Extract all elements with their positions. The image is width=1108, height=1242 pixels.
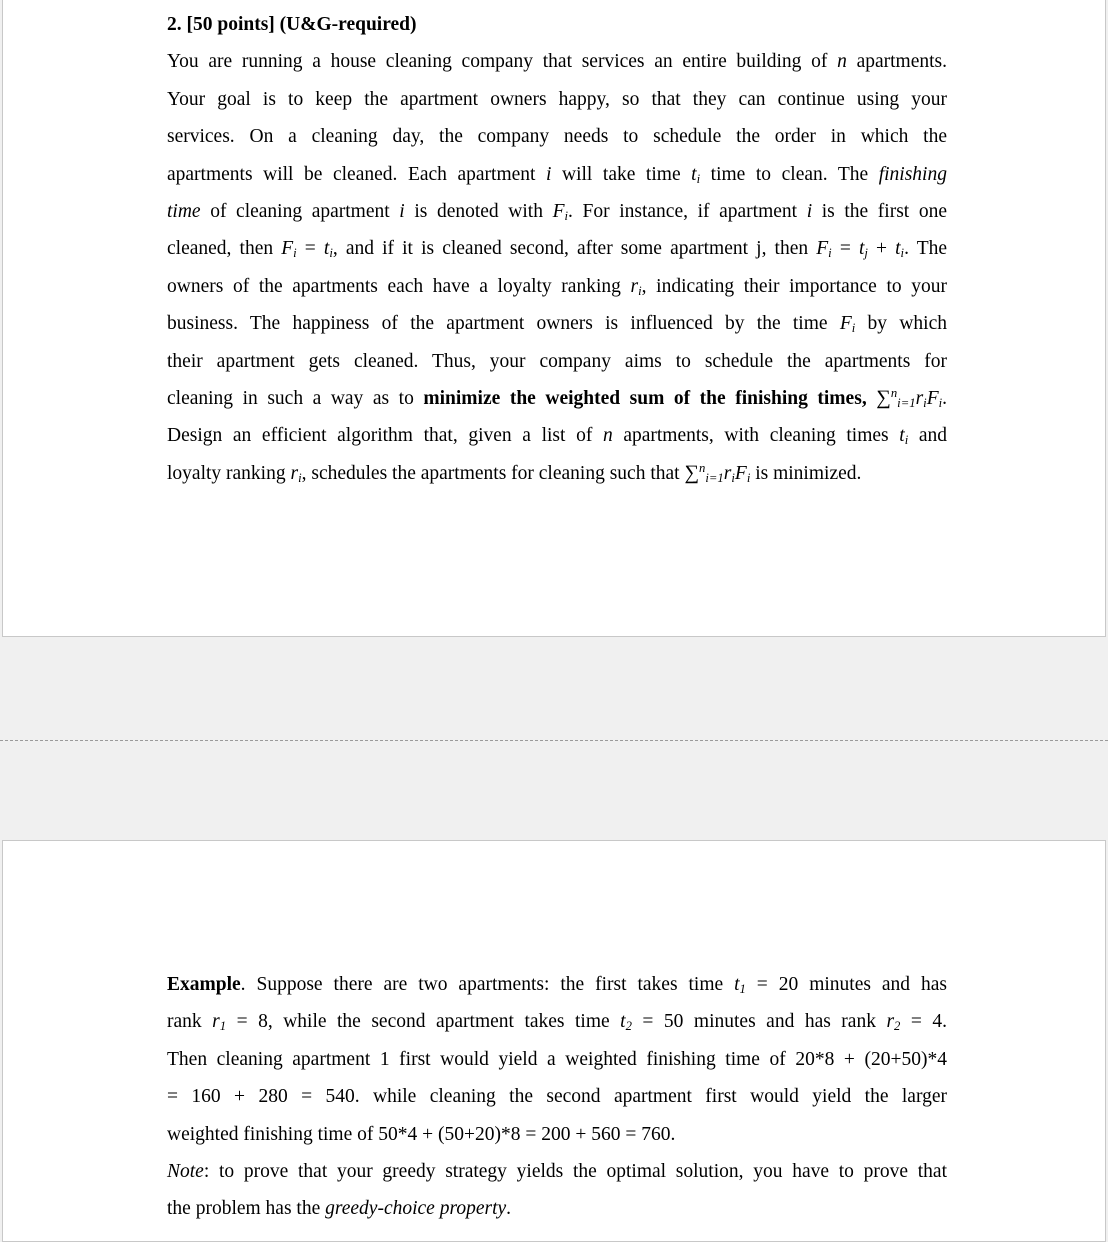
math-sub-i: i [298,471,302,486]
problem-line-1 [167,43,947,80]
text-run: is the first one [812,201,947,223]
text-run: = 4. [900,1011,947,1033]
math-sub-i: i [329,246,333,261]
math-sub-i: i [923,396,927,411]
math-sub-i: i [293,246,297,261]
page-break-divider [0,740,1108,741]
math-sub-i: i [900,246,905,261]
example-line-4: = 160 + 280 = 540. while cleaning the second apartment first would yield the larger [167,1086,947,1108]
text-run: = 20 minutes and has [745,974,947,995]
problem-line-4 [167,156,947,193]
text-run: = 50 minutes and has rank [631,1011,887,1033]
text-run: owners of the apartments each have a loyalty ranking [167,275,631,297]
math-r: r [886,1011,895,1033]
math-r: r [915,388,924,410]
text-run: : to prove that your greedy strategy yields the optimal solution, you have to prove that [203,1161,947,1183]
sum-lower: i=1 [897,396,916,411]
example-label: Example [167,974,241,995]
sum-formula [876,388,942,409]
math-t: t [899,425,905,447]
sum-lower: i=1 [705,471,724,486]
text-run: . The [904,238,948,260]
math-i: i [546,163,552,185]
problem-body [167,6,947,492]
text-run: business. The happiness of the apartment owners is influenced by the time [167,313,840,335]
emph-finishing: finishing [878,163,947,185]
text-run: cleaning in such a way as to [167,388,424,410]
math-sub-1: 1 [219,1019,227,1034]
sum-upper: n [699,460,706,475]
text-run: rank [167,1011,213,1033]
page-bottom [2,840,1106,1242]
math-n: n [837,51,847,73]
text-run: You are running a house cleaning company that services an entire building of [167,51,838,73]
text-run: = 8, while the second apartment takes time [226,1011,621,1033]
math-sub-i: i [938,396,943,411]
text-run: of cleaning apartment [200,201,400,223]
math-sub-1: 1 [739,982,746,997]
math-i: i [806,201,813,223]
problem-line-2: Your goal is to keep the apartment owners happy, so that they can continue using your [167,88,947,110]
problem-line-11 [167,417,947,454]
math-sub-i: i [638,284,642,298]
math-F: F [734,462,747,484]
text-run: the problem has the [167,1198,326,1220]
emph-time: time [167,201,201,223]
text-run: , and if it is cleaned second, after some apartment j, then [332,238,817,260]
problem-line-10 [167,380,947,417]
math-r: r [723,462,732,484]
example-body [167,966,947,1228]
example-line-1 [167,966,947,1003]
math-sub-i: i [564,209,569,224]
text-run: apartments will be cleaned. Each apartment [167,163,547,185]
text-run: . Suppose there are two apartments: the first takes time [240,974,735,995]
text-run: = [831,238,859,260]
text-run: , indicating their importance to your [641,275,948,297]
math-sub-2: 2 [625,1019,632,1034]
math-t: t [895,238,901,260]
text-run: loyalty ranking [167,462,291,484]
sum-symbol: ∑ [876,387,891,410]
math-sub-i: i [746,471,751,486]
problem-line-7 [167,268,947,305]
example-line-7 [167,1190,947,1227]
math-F: F [281,238,294,260]
bold-objective: minimize the weighted sum of the finishing times [423,388,862,410]
problem-line-9: their apartment gets cleaned. Thus, your company aims to schedule the apartments for [167,350,947,372]
math-i: i [399,201,405,223]
page-top [2,0,1106,637]
note-label: Note [167,1161,204,1183]
math-t: t [858,238,865,260]
text-run: time to clean. The [700,163,879,185]
math-sub-i: i [696,171,701,186]
text-run: apartments. [846,51,947,73]
math-F: F [552,201,565,223]
example-line-2 [167,1003,947,1040]
text-run: and [908,425,948,447]
math-sub-j: j [864,246,868,261]
text-run: = [296,238,324,260]
math-r: r [212,1011,220,1033]
problem-line-5 [167,193,947,230]
math-sub-i: i [828,246,832,261]
problem-line-6 [167,230,947,267]
problem-line-12 [167,455,947,492]
example-line-6 [167,1153,947,1190]
text-run: . [942,388,948,410]
sum-upper: n [890,386,898,401]
example-line-3: Then cleaning apartment 1 first would yield a weighted finishing time of 20*8 + (20+50)*4 [167,1048,947,1070]
text-run: will take time [551,163,692,185]
math-r: r [290,462,299,484]
math-sub-i: i [904,433,909,448]
text-run: is denoted with [404,201,553,223]
math-t: t [691,163,697,185]
sum-symbol: ∑ [684,461,700,484]
text-run: cleaned, then [167,238,282,260]
text-run: is minimized. [750,462,862,484]
math-F: F [816,238,829,260]
math-sub-i: i [731,471,735,486]
math-sub-2: 2 [894,1019,901,1034]
emph-greedy-choice: greedy-choice property [325,1198,507,1220]
math-n: n [602,425,613,447]
text-run: apartments, with cleaning times [612,425,900,447]
math-t: t [323,238,330,260]
text-run: Design an efficient algorithm that, given a list of [167,425,603,447]
math-F: F [926,388,939,410]
problem-line-8 [167,305,947,342]
text-run: . For instance, if apartment [568,201,807,223]
math-t: t [734,974,740,995]
text-run: by which [855,313,947,335]
math-sub-i: i [851,321,856,336]
text-run: , schedules the apartments for cleaning such that [301,462,685,484]
math-r: r [630,275,639,297]
sum-formula [684,460,751,486]
text-run: , [861,388,877,410]
math-t: t [620,1011,626,1033]
problem-heading: 2. [50 points] (U&G-required) [167,14,417,35]
example-line-5: weighted finishing time of 50*4 + (50+20)*8 = 200 + 560 = 760. [167,1123,676,1145]
math-F: F [839,313,852,335]
problem-line-3: services. On a cleaning day, the company needs to schedule the order in which the [167,126,947,148]
text-run: + [867,238,896,260]
text-run: . [506,1198,512,1220]
